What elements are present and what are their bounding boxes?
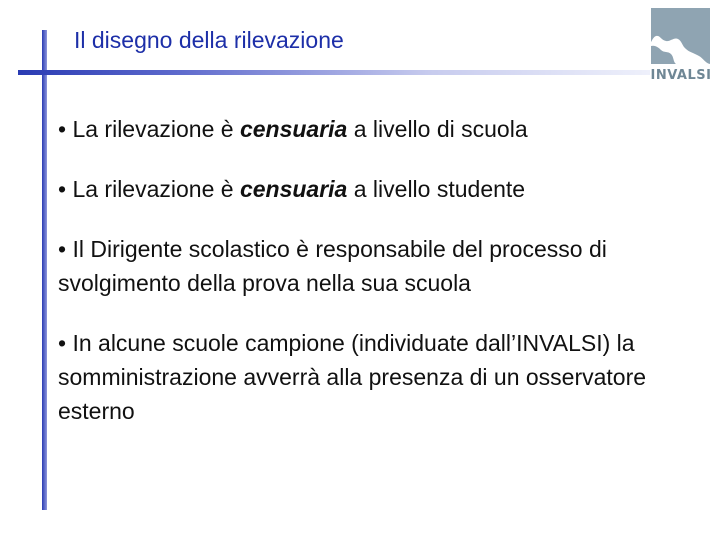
bullet-text: In alcune scuole campione (individuate dall’INVALSI) la somministrazione avverrà alla presenza di un osservatore esterno	[58, 330, 647, 424]
bullet-text: a livello di scuola	[347, 116, 528, 142]
bullet-text: a livello studente	[347, 176, 526, 202]
bullet-item	[58, 112, 708, 146]
invalsi-logo	[649, 6, 713, 90]
vertical-accent-line	[42, 30, 47, 510]
bullet-emphasis: censuaria	[239, 116, 348, 142]
invalsi-logo-shape-icon	[649, 6, 713, 68]
bullet-item	[58, 326, 708, 428]
bullet-marker: •	[58, 330, 67, 356]
bullet-marker: •	[58, 176, 67, 202]
bullet-emphasis: censuaria	[239, 176, 348, 202]
logo-text: INVALSI	[650, 68, 712, 83]
bullet-item	[58, 172, 708, 206]
bullet-text: La rilevazione è	[72, 116, 240, 142]
bullet-list	[58, 112, 708, 454]
bullet-marker: •	[58, 116, 67, 142]
slide-title: Il disegno della rilevazione	[74, 27, 344, 53]
bullet-marker: •	[58, 236, 67, 262]
bullet-text: La rilevazione è	[72, 176, 240, 202]
horizontal-accent-line	[18, 70, 650, 75]
bullet-text: Il Dirigente scolastico è responsabile del processo di svolgimento della prova nella sua scuola	[58, 236, 607, 296]
bullet-item	[58, 232, 708, 300]
